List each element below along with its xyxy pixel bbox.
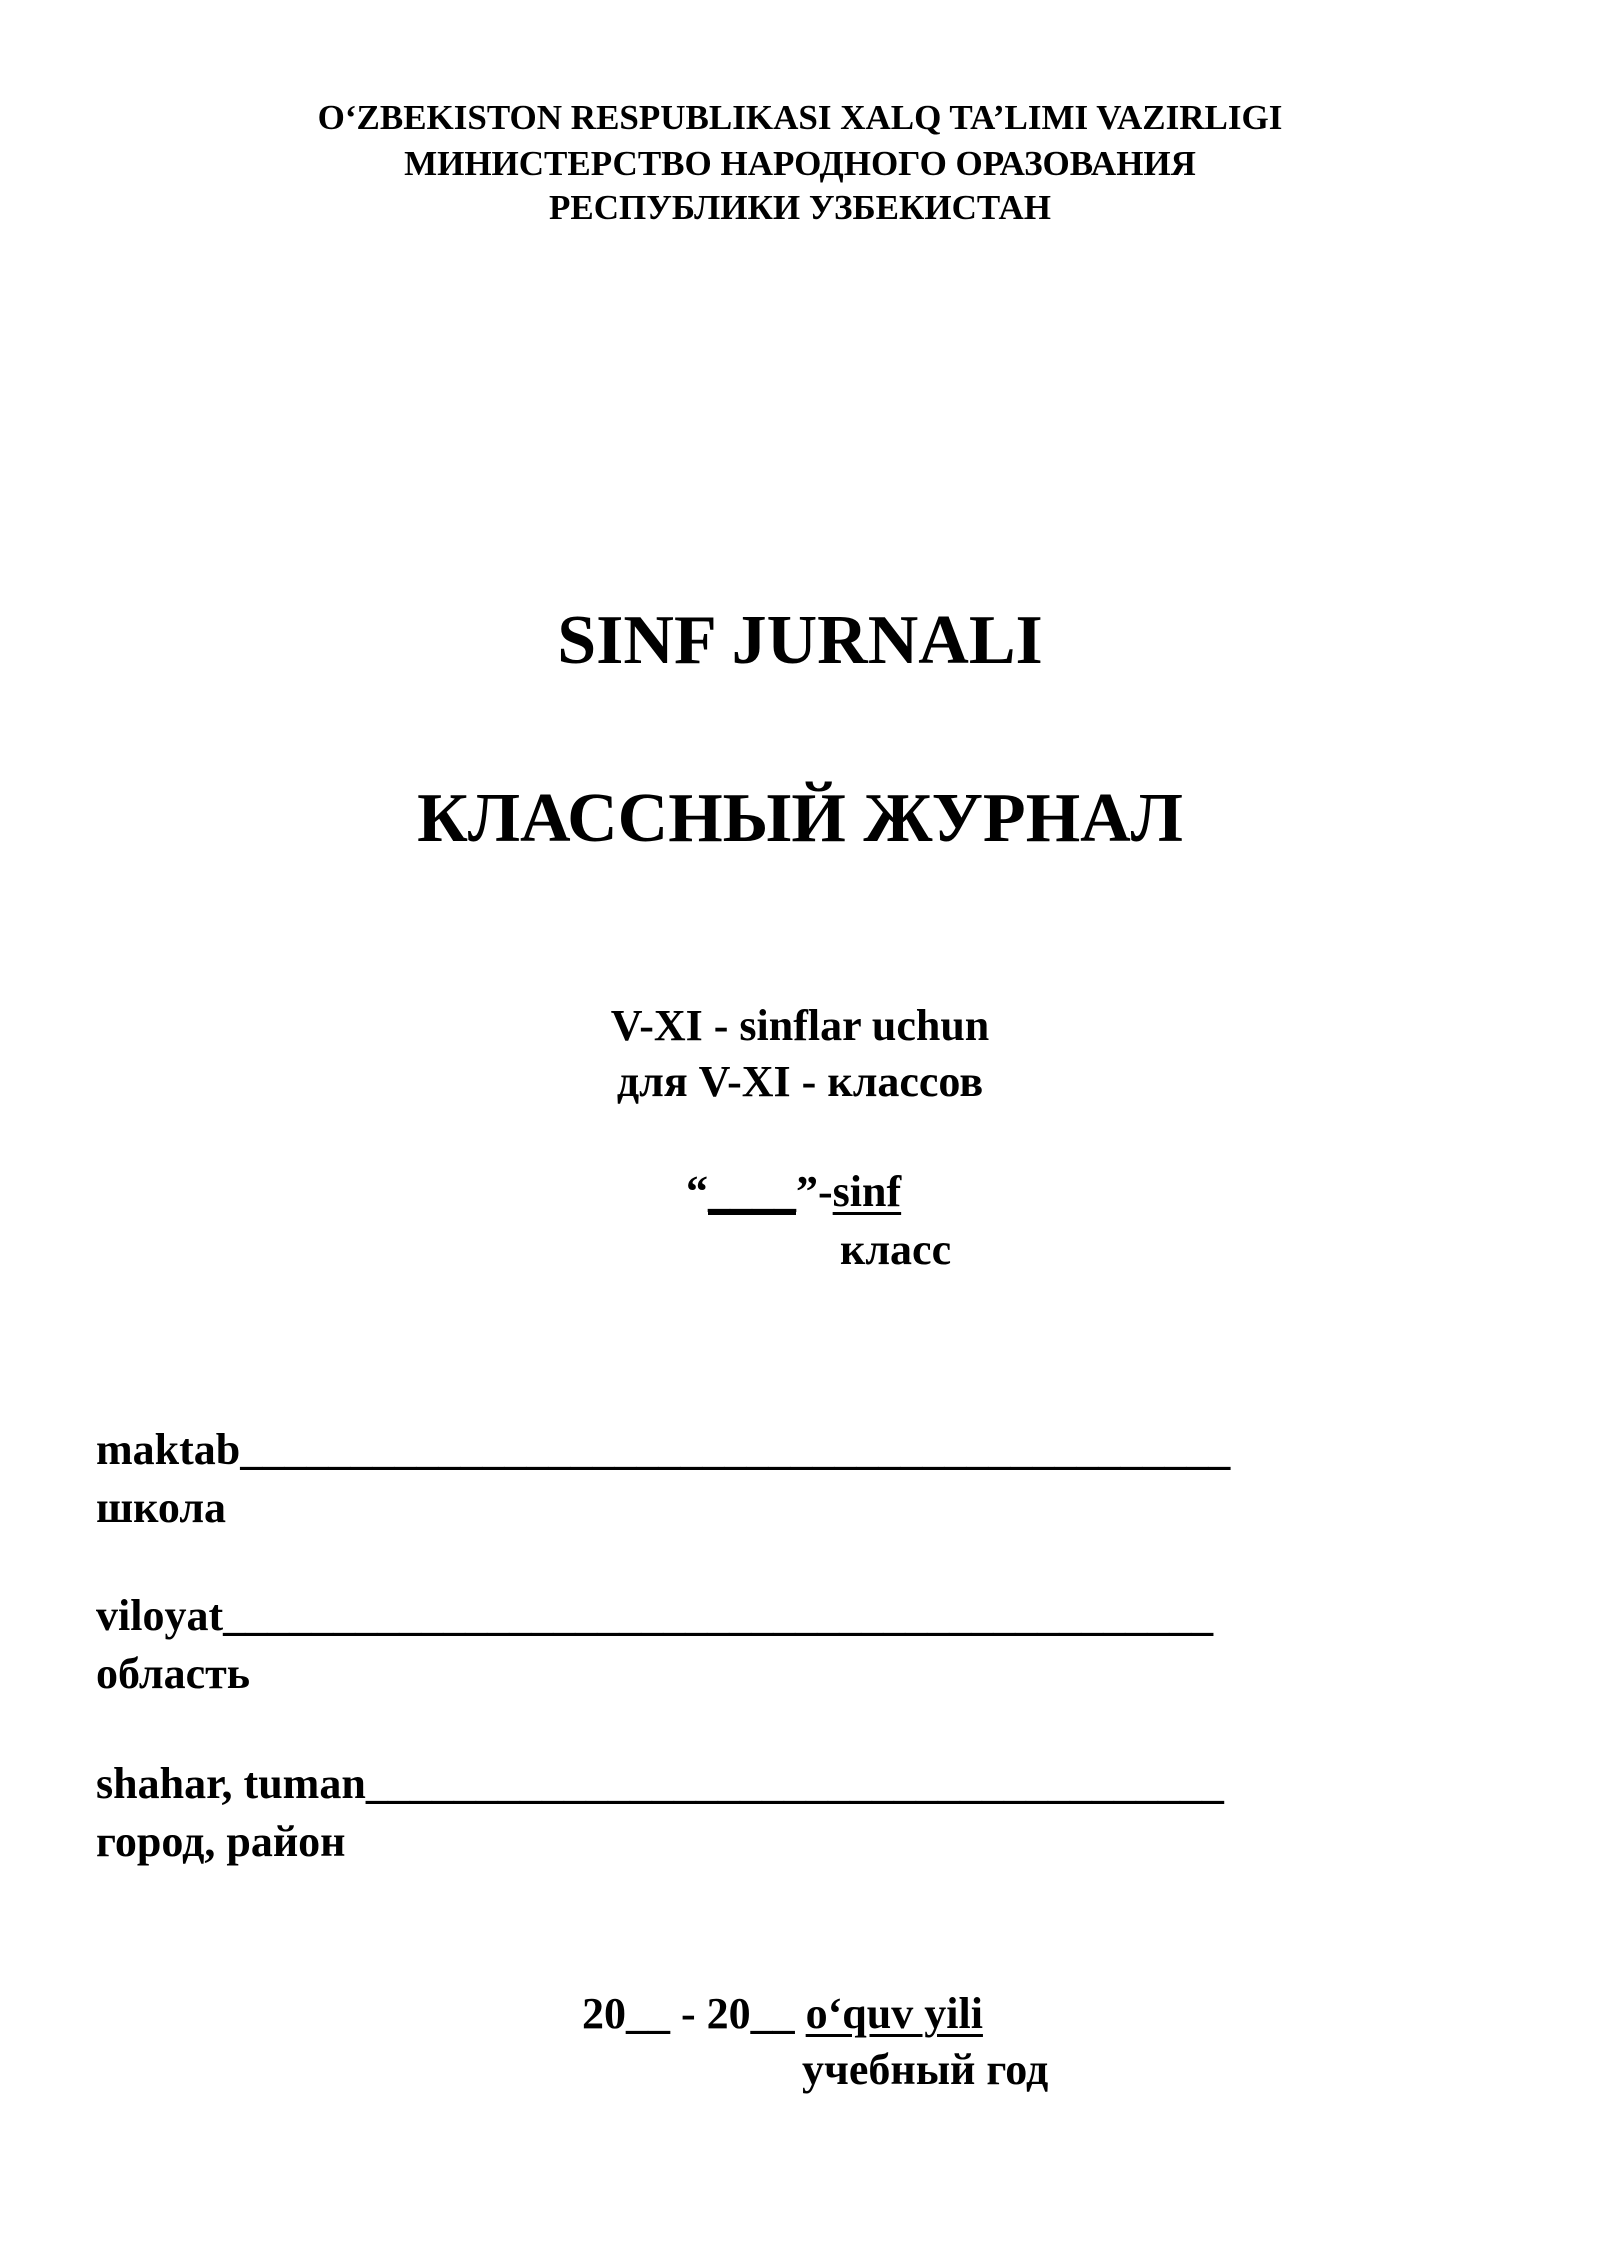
academic-year-line — [582, 1989, 983, 2038]
ministry-header-ru-2: РЕСПУБЛИКИ УЗБЕКИСТАН — [549, 188, 1051, 227]
class-label-uz: sinf — [832, 1167, 902, 1216]
title-ru: КЛАССНЫЙ ЖУРНАЛ — [417, 780, 1183, 857]
close-quote: ”- — [796, 1167, 833, 1216]
school-input-line[interactable]: _____________________________________________ — [240, 1425, 1231, 1474]
academic-year-range[interactable]: 20__ - 20__ — [582, 1989, 806, 2038]
city-district-field — [96, 1759, 1224, 1808]
school-label-uz: maktab — [96, 1425, 241, 1474]
academic-year-label-ru: учебный год — [802, 2045, 1049, 2094]
region-input-line[interactable]: _____________________________________________ — [223, 1591, 1214, 1640]
title-uz: SINF JURNALI — [557, 602, 1043, 679]
region-label-ru: область — [96, 1649, 250, 1698]
school-label-ru: школа — [96, 1483, 227, 1532]
ministry-header-uz: O‘ZBEKISTON RESPUBLIKASI XALQ TA’LIMI VAZIRLIGI — [317, 98, 1283, 137]
class-label-ru: класс — [840, 1225, 952, 1274]
region-field — [96, 1591, 1214, 1640]
city-district-label-ru: город, район — [96, 1817, 346, 1866]
region-label-uz: viloyat — [96, 1591, 224, 1640]
grades-ru: для V-XI - классов — [616, 1057, 984, 1106]
open-quote: “ — [686, 1167, 708, 1216]
school-field — [96, 1425, 1231, 1474]
class-number-blank[interactable]: ____ — [708, 1167, 796, 1216]
city-district-input-line[interactable]: _______________________________________ — [365, 1759, 1224, 1808]
grades-uz: V-XI - sinflar uchun — [610, 1001, 990, 1050]
class-number-line — [686, 1167, 902, 1216]
ministry-header-ru-1: МИНИСТЕРСТВО НАРОДНОГО ОРАЗОВАНИЯ — [404, 144, 1196, 183]
academic-year-label-uz: o‘quv yili — [805, 1989, 983, 2038]
city-district-label-uz: shahar, tuman — [96, 1759, 366, 1808]
